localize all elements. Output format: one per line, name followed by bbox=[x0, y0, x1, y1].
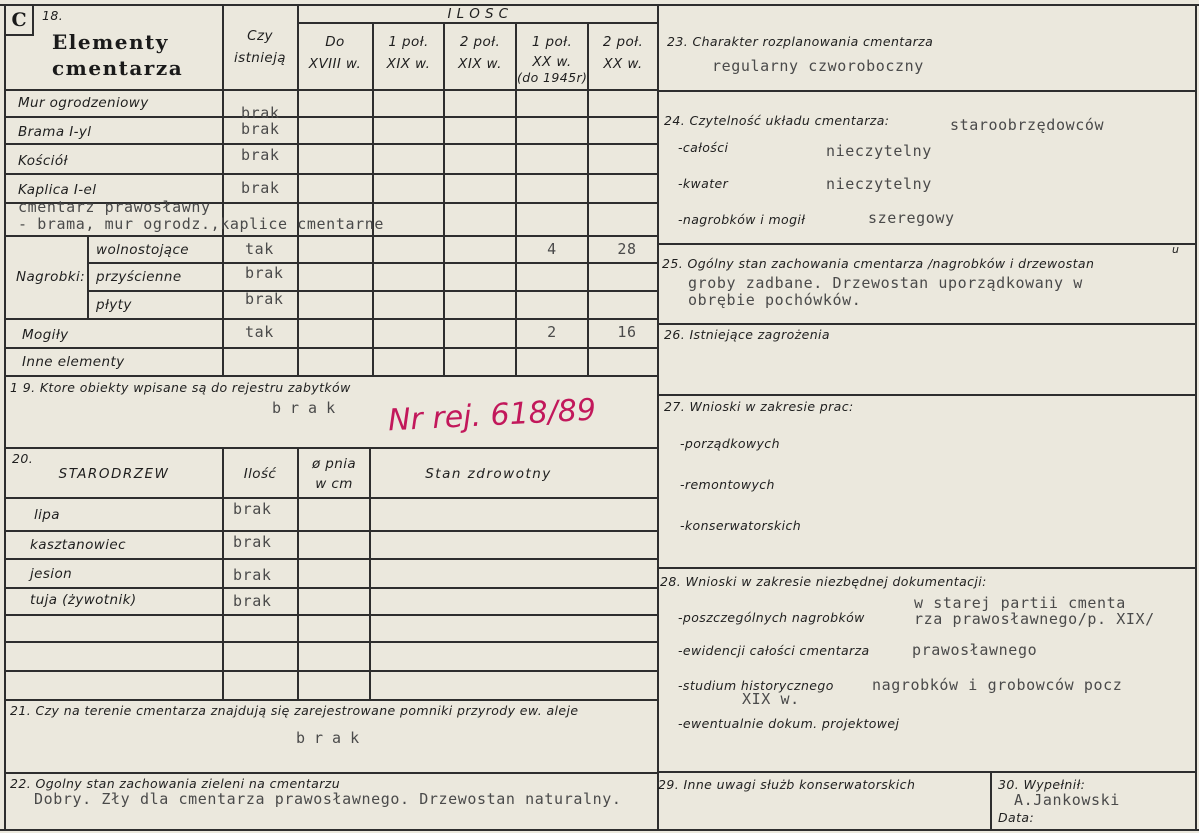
section-24-item-kwater: -kwater bbox=[678, 176, 729, 191]
section-21-label: 21. Czy na terenie cmentarza znajdują się zarejestrowane pomniki przyrody ew. aleje bbox=[10, 703, 579, 718]
section-28-label: 28. Wnioski w zakresie niezbędnej dokumentacji: bbox=[660, 574, 987, 589]
section-28-top bbox=[657, 567, 1197, 569]
row-wolno-2pol: 28 bbox=[617, 240, 637, 258]
row-line bbox=[4, 641, 658, 643]
section-28-item-ewidencji: -ewidencji całości cmentarza bbox=[678, 643, 870, 658]
row-line bbox=[4, 558, 658, 560]
row-line bbox=[4, 173, 658, 175]
section-25-line1: groby zadbane. Drzewostan uporządkowany w bbox=[688, 274, 1083, 292]
row-label-plyty: płyty bbox=[96, 297, 132, 313]
row-line bbox=[4, 530, 658, 532]
section-29-label: 29. Inne uwagi służb konserwatorskich bbox=[658, 777, 916, 792]
row-label-inne: Inne elementy bbox=[22, 354, 125, 370]
section-30-name: A.Jankowski bbox=[1014, 791, 1120, 809]
starodrzew-header: STARODRZEW bbox=[58, 466, 170, 482]
section-24-item-nagrobkow: -nagrobków i mogił bbox=[678, 212, 806, 227]
section-25-correction-mark: u bbox=[1172, 243, 1180, 256]
tree-name-kasztanowiec: kasztanowiec bbox=[30, 537, 126, 553]
section-30-date-label: Data: bbox=[998, 810, 1035, 825]
section-23-label: 23. Charakter rozplanowania cmentarza bbox=[667, 34, 934, 49]
section-25-line2: obrębie pochówków. bbox=[688, 291, 862, 309]
col-2pol19-line1: 2 poł. bbox=[459, 34, 501, 50]
row-value-przy: brak bbox=[245, 264, 284, 282]
orthodox-note-line1: cmentarz prawosławny bbox=[18, 198, 211, 216]
elements-title-line1: Elementy bbox=[52, 30, 169, 54]
col-line-stan bbox=[369, 447, 371, 700]
section-18-number: 18. bbox=[42, 8, 64, 23]
section-23-value: regularny czworoboczny bbox=[712, 57, 924, 75]
row-value-brama: brak bbox=[241, 120, 280, 138]
col-line-2pol19 bbox=[443, 22, 445, 375]
section-28-value-ewidencji: prawosławnego bbox=[912, 641, 1038, 659]
section-24-value-kwater: nieczytelny bbox=[826, 175, 932, 193]
section-27-item-konserwatorskich: -konserwatorskich bbox=[680, 518, 802, 533]
row-value-kaplica: brak bbox=[241, 179, 280, 197]
section-27-item-remontowych: -remontowych bbox=[680, 477, 775, 492]
section-20-number: 20. bbox=[12, 451, 34, 466]
section-c-badge: C bbox=[6, 6, 34, 36]
tree-name-tuja: tuja (żywotnik) bbox=[30, 592, 137, 608]
tree-name-jesion: jesion bbox=[30, 566, 73, 582]
section-22-value: Dobry. Zły dla cmentarza prawosławnego. Drzewostan naturalny. bbox=[34, 790, 622, 808]
section-29-top bbox=[657, 771, 1197, 773]
tree-ilosc-tuja: brak bbox=[233, 592, 272, 610]
col-line-1pol19 bbox=[372, 22, 374, 375]
row-value-mur: brak bbox=[241, 104, 280, 122]
section-21-top bbox=[4, 699, 658, 701]
row-line bbox=[88, 290, 658, 292]
row-mogily-2pol: 16 bbox=[617, 323, 637, 341]
row-label-przy: przyścienne bbox=[96, 269, 182, 285]
section-22-top bbox=[4, 772, 658, 774]
col-1pol19-line1: 1 poł. bbox=[388, 34, 429, 50]
col-czy-line1: Czy bbox=[247, 28, 273, 44]
center-divider bbox=[657, 4, 659, 830]
section-27-item-porzadkowych: -porządkowych bbox=[680, 436, 780, 451]
row-line bbox=[88, 262, 658, 264]
row-value-plyty: brak bbox=[245, 290, 284, 308]
tree-ilosc-jesion: brak bbox=[233, 566, 272, 584]
section-24-label: 24. Czytelność układu cmentarza: bbox=[664, 113, 890, 128]
section-28-item-studium: -studium historycznego bbox=[678, 678, 834, 693]
col-do-line2: XVIII w. bbox=[308, 56, 362, 72]
nagrobki-divider bbox=[87, 235, 89, 319]
row-label-brama: Brama I-yl bbox=[18, 124, 92, 140]
tree-stan-header: Stan zdrowotny bbox=[425, 466, 552, 482]
section-28-value-studium-line2: XIX w. bbox=[742, 690, 800, 708]
row-label-wolno: wolnostojące bbox=[96, 242, 190, 258]
orthodox-note-line2: - brama, mur ogrodz.,kaplice cmentarne bbox=[18, 215, 384, 233]
col-1pol20-line3: (do 1945r) bbox=[517, 70, 588, 85]
section-28-value-nagrobkow: rza prawosławnego/p. XIX/ bbox=[914, 610, 1155, 628]
row-wolno-1945: 4 bbox=[547, 240, 557, 258]
row-label-mur: Mur ogrodzeniowy bbox=[18, 95, 149, 111]
section-19-top bbox=[4, 375, 658, 377]
row-value-kosciol: brak bbox=[241, 146, 280, 164]
row-line bbox=[4, 143, 658, 145]
section-19-label: 1 9. Ktore obiekty wpisane są do rejestru zabytków bbox=[10, 380, 351, 395]
section-24-top bbox=[657, 90, 1197, 92]
section-28-item-nagrobkow: -poszczególnych nagrobków bbox=[678, 610, 865, 625]
ilosc-header: I L O S C bbox=[447, 6, 509, 22]
row-line bbox=[4, 318, 658, 320]
row-line bbox=[4, 347, 658, 349]
row-label-mogily: Mogiły bbox=[22, 327, 69, 343]
section-30-divider bbox=[990, 771, 992, 830]
section-21-value: brak bbox=[296, 729, 369, 747]
section-27-label: 27. Wnioski w zakresie prac: bbox=[664, 399, 854, 414]
col-1pol19-line2: XIX w. bbox=[386, 56, 431, 72]
row-line bbox=[4, 497, 658, 499]
section-22-label: 22. Ogolny stan zachowania zieleni na cmentarzu bbox=[10, 776, 341, 791]
section-28-item-ewentualnie: -ewentualnie dokum. projektowej bbox=[678, 716, 900, 731]
section-30-label: 30. Wypełnił: bbox=[998, 777, 1086, 792]
row-value-mogily: tak bbox=[245, 323, 274, 341]
border-bottom bbox=[0, 829, 1199, 831]
tree-ilosc-kasztanowiec: brak bbox=[233, 533, 272, 551]
section-24-value-nagrobkow: szeregowy bbox=[868, 209, 955, 227]
row-line bbox=[4, 116, 658, 118]
section-19-value: brak bbox=[272, 399, 345, 417]
section-26-label: 26. Istniejące zagrożenia bbox=[664, 327, 830, 342]
border-left bbox=[4, 4, 6, 830]
registry-number-handwritten: Nr rej. 618/89 bbox=[387, 392, 597, 439]
header-bottom bbox=[4, 89, 658, 91]
section-20-top bbox=[4, 447, 658, 449]
row-mogily-1945: 2 bbox=[547, 323, 557, 341]
nagrobki-label: Nagrobki: bbox=[16, 269, 86, 285]
tree-name-lipa: lipa bbox=[34, 507, 60, 523]
col-2pol19-line2: XIX w. bbox=[458, 56, 502, 72]
section-28-value-studium: nagrobków i grobowców pocz bbox=[872, 676, 1123, 694]
row-line bbox=[4, 587, 658, 589]
row-line bbox=[4, 614, 658, 616]
elements-title-line2: cmentarza bbox=[52, 56, 184, 80]
col-2pol20-line1: 2 poł. bbox=[602, 34, 644, 50]
section-25-label: 25. Ogólny stan zachowania cmentarza /nagrobków i drzewostan bbox=[662, 256, 1095, 271]
section-26-top bbox=[657, 323, 1197, 325]
col-czy-line2: istnieją bbox=[234, 50, 286, 66]
row-line bbox=[4, 235, 658, 237]
col-do-line1: Do bbox=[325, 34, 345, 50]
section-24-value-calosci: nieczytelny bbox=[826, 142, 932, 160]
tree-pnia-header-line1: ø pnia bbox=[311, 456, 357, 472]
tree-ilosc-lipa: brak bbox=[233, 500, 272, 518]
col-line-ilosc bbox=[222, 447, 224, 700]
border-right bbox=[1195, 4, 1197, 830]
section-24-item-calosci: -całości bbox=[678, 140, 729, 155]
col-1pol20-line2: XX w. bbox=[532, 54, 572, 70]
section-25-top bbox=[657, 243, 1197, 245]
col-1pol20-line1: 1 poł. bbox=[531, 34, 573, 50]
row-line bbox=[4, 670, 658, 672]
row-label-kosciol: Kościół bbox=[18, 153, 68, 169]
section-28-value-top: w starej partii cmenta bbox=[914, 594, 1126, 612]
tree-ilosc-header: Ilość bbox=[243, 466, 277, 482]
section-24-value: staroobrzędowców bbox=[950, 116, 1105, 134]
section-27-top bbox=[657, 394, 1197, 396]
col-2pol20-line2: XX w. bbox=[603, 56, 643, 72]
row-value-wolno: tak bbox=[245, 240, 274, 258]
row-label-kaplica: Kaplica I-el bbox=[18, 182, 97, 198]
tree-pnia-header-line2: w cm bbox=[315, 476, 353, 492]
ilosc-underline bbox=[298, 22, 658, 24]
